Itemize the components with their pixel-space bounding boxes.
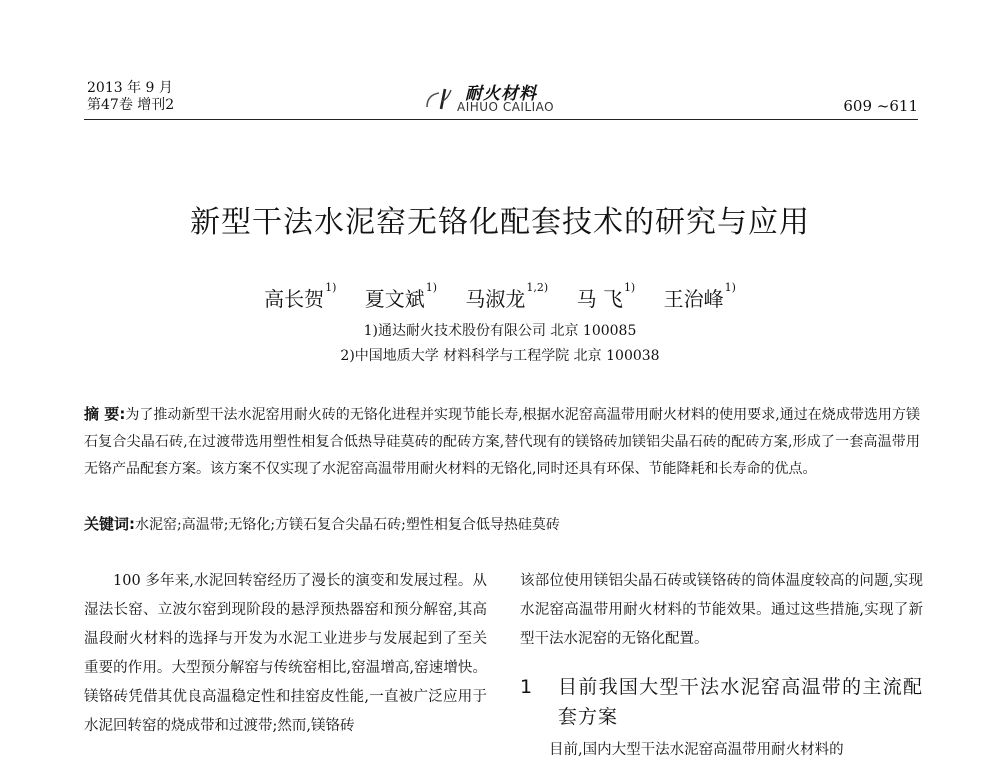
keywords-text: 水泥窑;高温带;无铬化;方镁石复合尖晶石砖;塑性相复合低导热硅莫砖 [135, 517, 560, 533]
affiliation-1: 1)通达耐火技术股份有限公司 北京 100085 [363, 323, 637, 339]
abstract-label: 摘 要: [84, 405, 126, 423]
author-affiliation-mark: 1) [724, 281, 736, 294]
journal-name-cn: 耐火材料 [465, 84, 537, 104]
author-name: 高长贺 [264, 287, 325, 311]
journal-issue-info [87, 80, 174, 114]
keywords [84, 513, 920, 536]
journal-logo-icon [425, 87, 455, 111]
body-paragraph: 该部位使用镁铝尖晶石砖或镁铬砖的筒体温度较高的问题,实现水泥窑高温带用耐火材料的节能效果。通过这些措施,实现了新型干法水泥窑的无铬化配置。 [520, 573, 923, 647]
author-name: 马 飞 [576, 287, 623, 311]
section-paragraph: 目前,国内大型干法水泥窑高温带用耐火材料的 [549, 742, 844, 758]
issue-volume: 第47卷 增刊2 [87, 97, 175, 113]
journal-logo [425, 79, 585, 115]
paper-title: 新型干法水泥窑无铬化配套技术的研究与应用 [190, 205, 810, 240]
author-affiliation-mark: 1) [325, 281, 337, 294]
author-name: 夏文斌 [364, 287, 425, 311]
author-affiliation-mark: 1,2) [526, 281, 549, 294]
issue-date: 2013 年 9 月 [87, 80, 173, 96]
body-column-left [84, 567, 487, 741]
author-affiliation-mark: 1) [425, 281, 438, 294]
section-number: 1 [520, 676, 534, 698]
author [576, 281, 636, 311]
author-name: 马淑龙 [465, 287, 526, 311]
abstract [84, 401, 920, 483]
keywords-label: 关键词: [84, 515, 135, 533]
author-name: 王治峰 [663, 287, 724, 311]
page-range: 609 ~611 [843, 97, 918, 115]
journal-name-en: AIHUO CAILIAO [457, 100, 555, 114]
author [465, 281, 549, 311]
author-list [0, 283, 1000, 312]
author-affiliation-mark: 1) [623, 281, 636, 294]
author [364, 281, 438, 311]
section-title: 目前我国大型干法水泥窑高温带的主流配套方案 [558, 676, 923, 728]
author [663, 281, 736, 311]
body-paragraph: 100 多年来,水泥回转窑经历了漫长的演变和发展过程。从湿法长窑、立波尔窑到现阶段的悬浮预热器窑和预分解窑,其高温段耐火材料的选择与开发为水泥工业进步与发展起到了至关重要的作用。大型预分解窑与传统窑相比,窑温增高,窑速增快。镁铬砖凭借其优良高温稳定性和挂窑皮性能,一直被广泛应用于水泥回转窑的烧成带和过渡带;然而,镁铬砖 [84, 573, 487, 734]
author [264, 281, 337, 311]
abstract-text: 为了推动新型干法水泥窑用耐火砖的无铬化进程并实现节能长寿,根据水泥窑高温带用耐火材料的使用要求,通过在烧成带选用方镁石复合尖晶石砖,在过渡带选用塑性相复合低热导硅莫砖的配砖方案,替代现有的镁铬砖加镁铝尖晶石砖的配砖方案,形成了一套高温带用无铬产品配套方案。该方案不仅实现了水泥窑高温带用耐火材料的无铬化,同时还具有环保、节能降耗和长寿命的优点。 [84, 407, 920, 477]
section-heading [520, 672, 923, 732]
affiliation-2: 2)中国地质大学 材料科学与工程学院 北京 100038 [340, 348, 660, 364]
body-column-right [520, 567, 923, 765]
header-rule [84, 119, 918, 120]
